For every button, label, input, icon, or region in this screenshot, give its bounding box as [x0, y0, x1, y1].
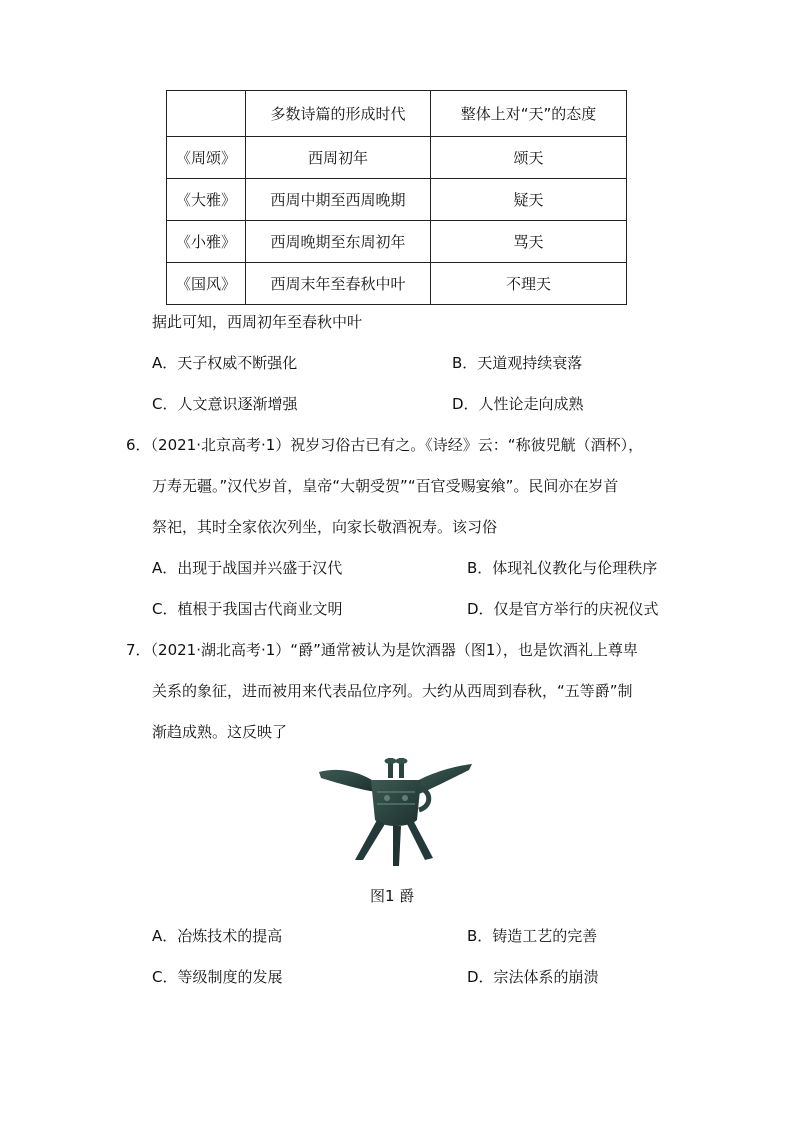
table-cell-era: 西周末年至春秋中叶 — [246, 263, 431, 305]
table-cell-attitude: 颂天 — [431, 137, 627, 179]
poetry-table — [166, 90, 627, 305]
table-row — [167, 221, 627, 263]
q7-stem-line2: 关系的象征，进而被用来代表品位序列。大约从西周到春秋，“五等爵”制 — [152, 682, 633, 700]
q5-stem: 据此可知，西周初年至春秋中叶 — [152, 313, 363, 331]
table-cell-name: 《国风》 — [167, 263, 246, 305]
table-cell-name: 《小雅》 — [167, 221, 246, 263]
q7-option-d[interactable]: D．宗法体系的崩溃 — [467, 968, 599, 986]
table-cell-era: 西周初年 — [246, 137, 431, 179]
table-cell-name: 《大雅》 — [167, 179, 246, 221]
table-header-row — [167, 91, 627, 137]
figure-caption: 图1 爵 — [370, 887, 415, 905]
q5-option-c[interactable]: C．人文意识逐渐增强 — [152, 395, 298, 413]
q7-stem-line1: 7．（2021·湖北高考·1）“爵”通常被认为是饮酒器（图1），也是饮酒礼上尊卑 — [126, 641, 638, 659]
q6-stem-line1: 6．（2021·北京高考·1）祝岁习俗古已有之。《诗经》云：“称彼兕觥（酒杯）， — [126, 436, 644, 454]
q6-option-b[interactable]: B．体现礼仪教化与伦理秩序 — [467, 559, 658, 577]
table-header-cell: 整体上对“天”的态度 — [431, 91, 627, 137]
q6-stem-line3: 祭祀，其时全家依次列坐，向家长敬酒祝寿。该习俗 — [152, 518, 498, 536]
table-row — [167, 179, 627, 221]
table-header-cell: 多数诗篇的形成时代 — [246, 91, 431, 137]
q5-option-a[interactable]: A．天子权威不断强化 — [152, 354, 298, 372]
table-cell-attitude: 骂天 — [431, 221, 627, 263]
q7-option-b[interactable]: B．铸造工艺的完善 — [467, 927, 598, 945]
table-cell-era: 西周晚期至东周初年 — [246, 221, 431, 263]
jue-vessel-image — [315, 758, 475, 868]
table-cell-name: 《周颂》 — [167, 137, 246, 179]
q6-option-a[interactable]: A．出现于战国并兴盛于汉代 — [152, 559, 343, 577]
q7-option-c[interactable]: C．等级制度的发展 — [152, 968, 283, 986]
table-row — [167, 263, 627, 305]
table-cell-attitude: 不理天 — [431, 263, 627, 305]
jue-vessel-icon — [315, 758, 475, 868]
q6-stem-line2: 万寿无疆。”汉代岁首，皇帝“大朝受贺”“百官受赐宴飨”。民间亦在岁首 — [152, 477, 619, 495]
table-header-cell — [167, 91, 246, 137]
q6-option-d[interactable]: D．仅是官方举行的庆祝仪式 — [467, 600, 659, 618]
table-row — [167, 137, 627, 179]
table-cell-attitude: 疑天 — [431, 179, 627, 221]
q7-stem-line3: 渐趋成熟。这反映了 — [152, 723, 288, 741]
q5-option-b[interactable]: B．天道观持续衰落 — [452, 354, 583, 372]
table-cell-era: 西周中期至西周晚期 — [246, 179, 431, 221]
q7-option-a[interactable]: A．冶炼技术的提高 — [152, 927, 283, 945]
q5-option-d[interactable]: D．人性论走向成熟 — [452, 395, 584, 413]
q6-option-c[interactable]: C．植根于我国古代商业文明 — [152, 600, 343, 618]
